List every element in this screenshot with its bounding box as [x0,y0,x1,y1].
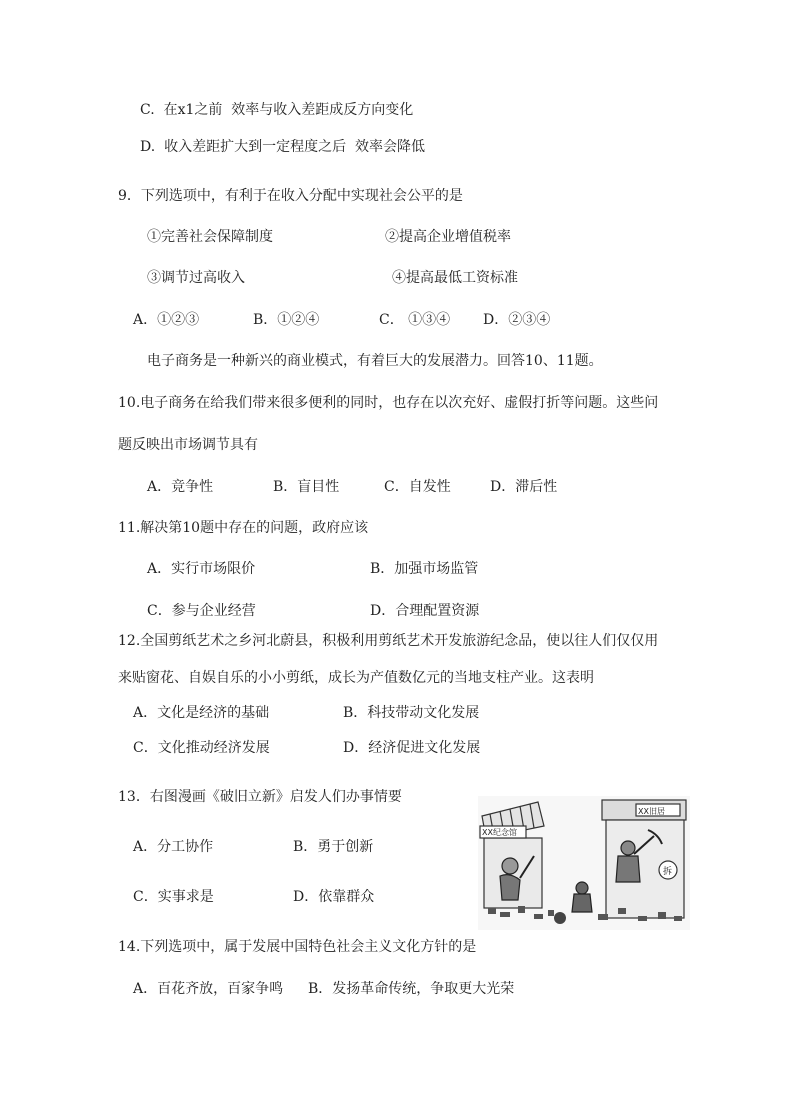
q9-option-d: D．②③④ [483,312,551,328]
q9-stem: 9．下列选项中，有利于在收入分配中实现社会公平的是 [118,188,463,204]
q12-stem-line1: 12.全国剪纸艺术之乡河北蔚县，积极利用剪纸艺术开发旅游纪念品，使以往人们仅仅用 [118,633,659,649]
q8-option-c: C. 在x1之前 效率与收入差距成反方向变化 [140,102,414,118]
q13-option-d: D．依靠群众 [293,889,375,905]
q12-stem-line2: 来贴窗花、自娱自乐的小小剪纸，成长为产值数亿元的当地支柱产业。这表明 [118,670,594,686]
q10-option-c: C．自发性 [384,479,451,495]
q10-11-intro: 电子商务是一种新兴的商业模式，有着巨大的发展潜力。回答10、11题。 [147,353,603,369]
q11-option-b: B．加强市场监管 [370,561,479,577]
cartoon-sign-left: XX纪念馆 [482,828,517,837]
q10-option-a: A．竞争性 [147,479,214,495]
cartoon-image [478,796,690,930]
q11-option-a: A．实行市场限价 [147,561,256,577]
q9-item-3: ③调节过高收入 [147,270,245,286]
cartoon-sign-chai: 拆 [663,867,673,877]
q12-option-c: C．文化推动经济发展 [133,740,270,756]
q14-option-a: A．百花齐放，百家争鸣 [133,981,284,997]
q9-item-4: ④提高最低工资标准 [392,270,518,286]
q11-option-c: C．参与企业经营 [147,603,256,619]
q13-stem: 13．右图漫画《破旧立新》启发人们办事情要 [118,789,402,805]
q13-option-c: C．实事求是 [133,889,214,905]
cartoon-drawing [478,796,690,930]
q13-option-a: A．分工协作 [133,839,214,855]
q9-option-b: B．①②④ [253,312,320,328]
q14-option-b: B．发扬革命传统，争取更大光荣 [308,981,515,997]
q10-option-d: D．滞后性 [490,479,558,495]
q9-option-a: A．①②③ [133,312,200,328]
q11-stem: 11.解决第10题中存在的问题，政府应该 [118,520,369,536]
q13-option-b: B．勇于创新 [293,839,374,855]
q11-option-d: D．合理配置资源 [370,603,480,619]
q14-stem: 14.下列选项中，属于发展中国特色社会主义文化方针的是 [118,939,477,955]
q8-option-d: D. 收入差距扩大到一定程度之后 效率会降低 [140,139,425,155]
right-building [602,800,686,918]
q10-option-b: B．盲目性 [273,479,340,495]
q12-option-d: D．经济促进文化发展 [343,740,481,756]
q9-option-c: C． ①③④ [379,312,451,328]
q9-item-1: ①完善社会保障制度 [147,229,273,245]
q10-stem-line1: 10.电子商务在给我们带来很多便利的同时，也存在以次充好、虚假打折等问题。这些问 [118,395,659,411]
q9-item-2: ②提高企业增值税率 [385,229,511,245]
cartoon-sign-right: XX旧居 [638,807,665,816]
q12-option-a: A．文化是经济的基础 [133,705,270,721]
q12-option-b: B．科技带动文化发展 [343,705,480,721]
q10-stem-line2: 题反映出市场调节具有 [118,437,258,453]
